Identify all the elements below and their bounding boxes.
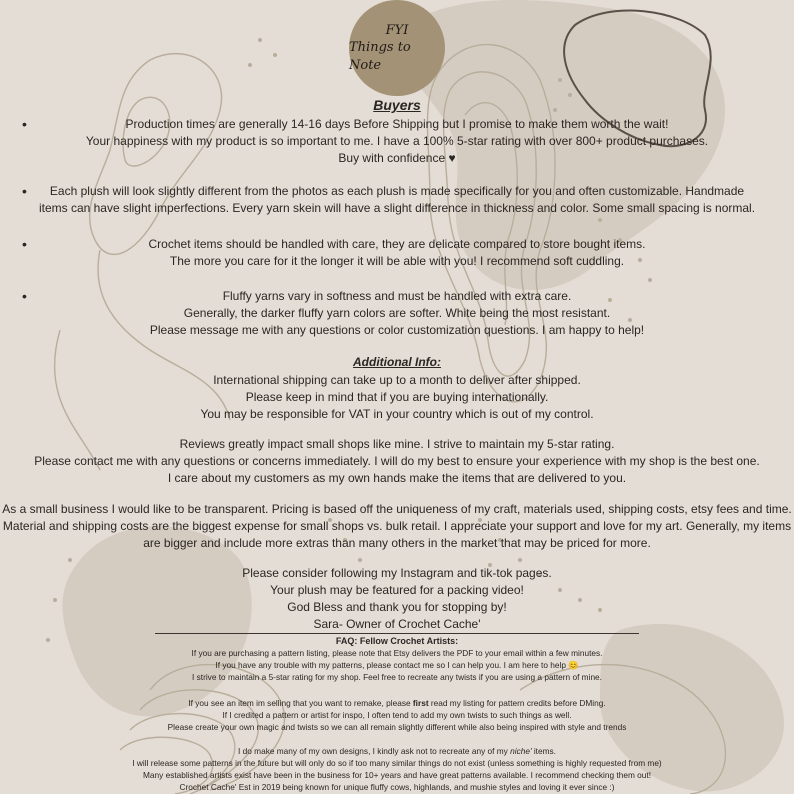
pricing-line-3: are bigger and include more extras than many others in the market that may be priced for more.: [143, 536, 651, 550]
reviews-line-3: I care about my customers as my own hands make the items that are delivered to you.: [167, 471, 627, 485]
faq-text: read my listing for pattern credits before DMing.: [428, 698, 606, 708]
faq-heading: FAQ: Fellow Crochet Artists:: [335, 636, 459, 646]
faq-text: items.: [531, 746, 556, 756]
bullet-dot: •: [22, 183, 27, 199]
faq-bold-word: first: [412, 698, 429, 708]
bullet-2-line-2: items can have slight imperfections. Every yarn skein will have a slight difference in thickness and color. Some small spacing is normal.: [38, 201, 756, 215]
faq-line: Please create your own magic and twists so we can all remain slightly different while also being inspired with style and trends: [167, 722, 627, 732]
bullet-4-line-2: Generally, the darker fluffy yarn colors are softer. White being the most resistant.: [183, 306, 611, 320]
faq-italic-word: niche': [510, 746, 532, 756]
faq-line-designs: [0, 746, 794, 757]
faq-line: Crochet Cache' Est in 2019 being known for unique fluffy cows, highlands, and mushie styles and loving it ever since :): [179, 782, 615, 792]
divider: [155, 633, 639, 634]
faq-line: If you are purchasing a pattern listing, please note that Etsy delivers the PDF to your email within a few minutes.: [191, 648, 603, 658]
faq-text: If you see an item im selling that you want to remake, please: [188, 698, 413, 708]
bullet-2-line-1: Each plush will look slightly different from the photos as each plush is made specifically for you and often customizable. Handmade: [49, 184, 745, 198]
closing-line-3: God Bless and thank you for stopping by!: [287, 600, 507, 614]
bullet-1-line-2: Your happiness with my product is so important to me. I have a 100% 5-star rating with over 800+ product purchases.: [85, 134, 709, 148]
closing-line-1: Please consider following my Instagram and tik-tok pages.: [242, 566, 552, 580]
shipping-line-3: You may be responsible for VAT in your country which is out of my control.: [200, 407, 594, 421]
faq-text: I do make many of my own designs, I kindly ask not to recreate any of my: [238, 746, 511, 756]
reviews-line-2: Please contact me with any questions or concerns immediately. I will do my best to ensure your experience with my shop is the best one.: [34, 454, 760, 468]
bullet-1-line-3: Buy with confidence ♥: [338, 151, 456, 165]
shipping-line-1: International shipping can take up to a month to deliver after shipped.: [213, 373, 581, 387]
bullet-1-line-1: Production times are generally 14-16 days Before Shipping but I promise to make them worth the wait!: [125, 117, 669, 131]
fyi-badge: [349, 0, 445, 96]
bullet-dot: •: [22, 288, 27, 304]
badge-line-2: Things to Note: [349, 40, 411, 73]
faq-line: If I credited a pattern or artist for inspo, I often tend to add my own twists to such things as well.: [222, 710, 572, 720]
faq-line: If you have any trouble with my patterns, please contact me so I can help you. I am here to help 😊: [215, 660, 579, 670]
shipping-line-2: Please keep in mind that if you are buying internationally.: [245, 390, 549, 404]
closing-signature: Sara- Owner of Crochet Cache': [313, 617, 481, 631]
closing-line-2: Your plush may be featured for a packing video!: [270, 583, 524, 597]
faq-line: Many established artists exist have been in the business for 10+ years and have great patterns available. I recommend checking them out!: [142, 770, 651, 780]
pricing-line-1: As a small business I would like to be transparent. Pricing is based off the uniqueness of my craft, materials used, shipping costs, etsy fees and time.: [2, 502, 792, 516]
buyers-heading: Buyers: [373, 97, 421, 113]
faq-line-credits: [0, 698, 794, 709]
pricing-line-2: Material and shipping costs are the biggest expense for small shops vs. bulk retail. I appreciate your support and love for my art. Generally, my items: [2, 519, 792, 533]
faq-line: I will release some patterns in the future but will only do so if too many similar things do not exist (unless something is highly requested from me): [132, 758, 662, 768]
bullet-4-line-3: Please message me with any questions or color customization questions. I am happy to help!: [149, 323, 645, 337]
bullet-4-line-1: Fluffy yarns vary in softness and must be handled with extra care.: [222, 289, 572, 303]
badge-line-1: FYI: [385, 23, 409, 38]
additional-info-heading: Additional Info:: [353, 355, 441, 369]
bullet-dot: •: [22, 236, 27, 252]
bullet-3-line-1: Crochet items should be handled with care, they are delicate compared to store bought items.: [148, 237, 646, 251]
reviews-line-1: Reviews greatly impact small shops like mine. I strive to maintain my 5-star rating.: [179, 437, 615, 451]
bullet-3-line-2: The more you care for it the longer it will be able with you! I recommend soft cuddling.: [169, 254, 625, 268]
bullet-dot: •: [22, 116, 27, 132]
faq-line: I strive to maintain a 5-star rating for my shop. Feel free to recreate any twists if you are using a pattern of mine.: [192, 672, 602, 682]
